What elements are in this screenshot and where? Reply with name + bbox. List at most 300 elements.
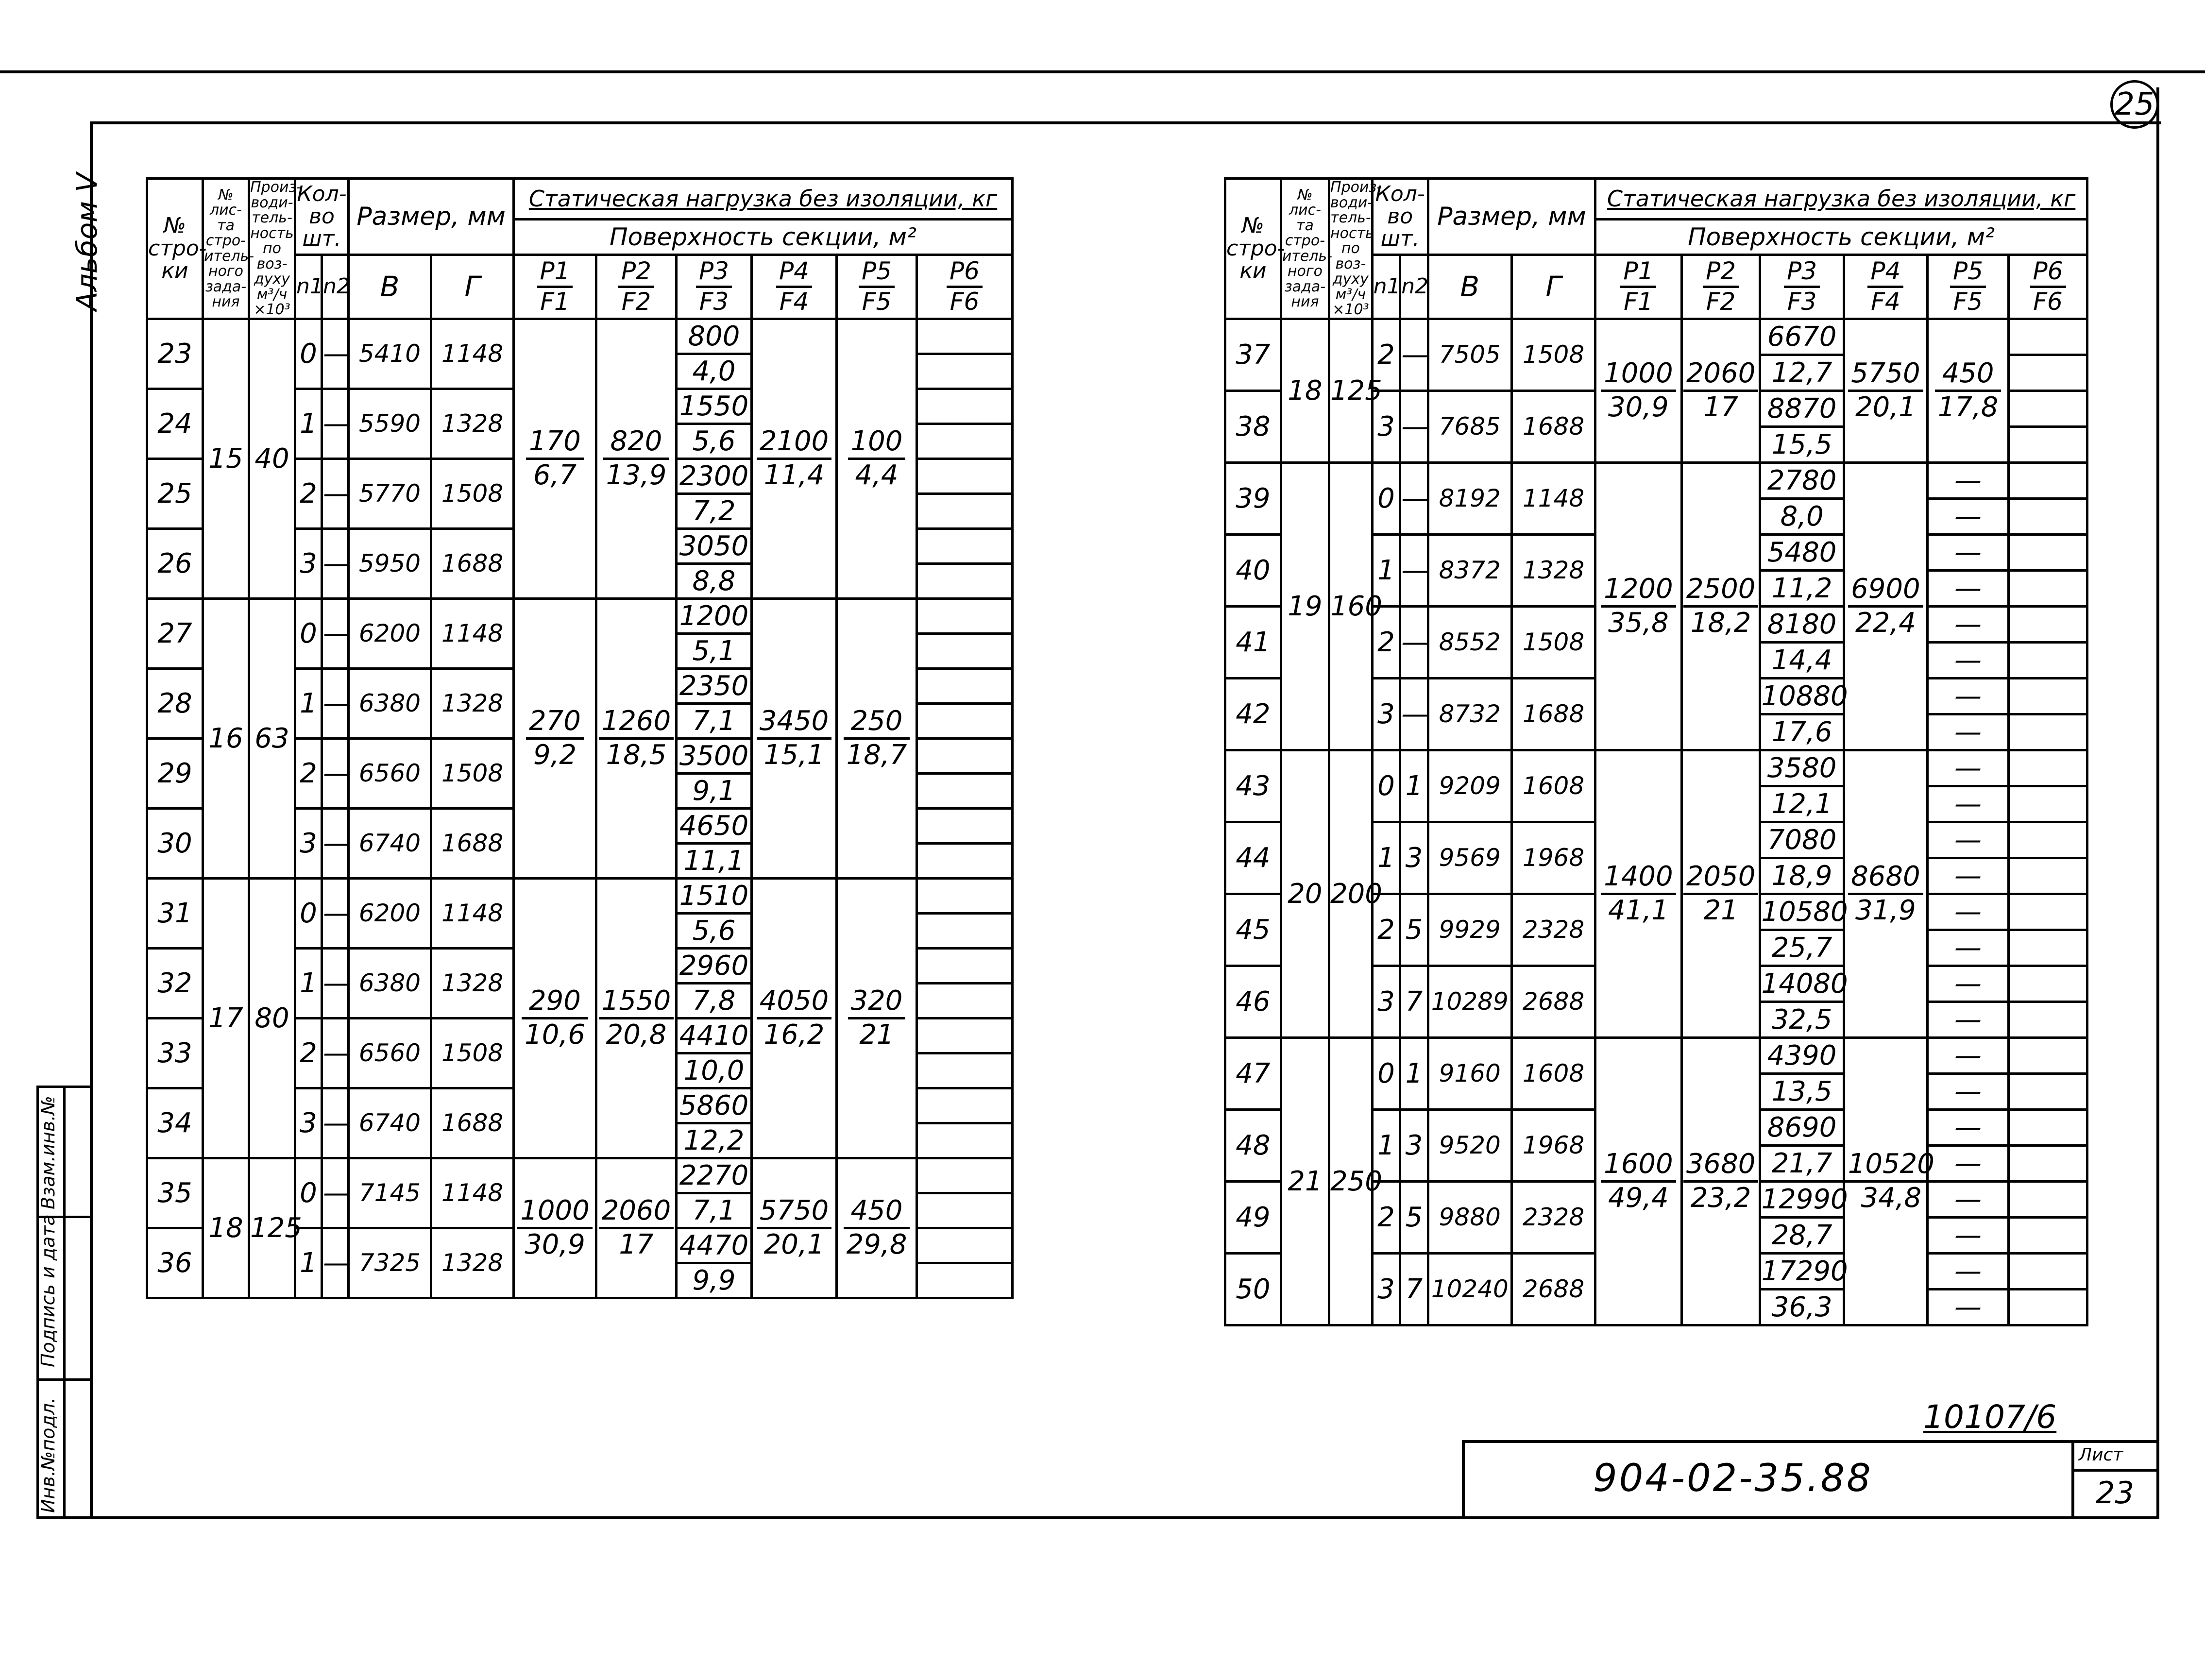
p4-f4-value: 6900 — [1848, 574, 1923, 607]
header-pf1-value: P1 — [537, 257, 573, 288]
qty-n2 — [322, 878, 349, 948]
f3-value-cell — [1760, 714, 1844, 750]
p3-value: 17290 — [1761, 1255, 1848, 1287]
p1-f1-cell — [1595, 1037, 1682, 1325]
header-pf6-value: P6 — [947, 257, 983, 288]
f5-dash-cell — [1928, 714, 2009, 750]
qty-n1-value: 1 — [300, 1247, 317, 1279]
qty-n2-value: 1 — [1405, 1057, 1423, 1089]
qty-n2 — [1400, 390, 1428, 462]
header-pf2-value: P2 — [1703, 257, 1739, 288]
header-pf5 — [859, 257, 895, 316]
p3-value: 5480 — [1767, 536, 1837, 568]
p5-dash: — — [1954, 967, 1982, 1000]
f6-empty-cell — [2009, 1145, 2087, 1181]
p3-value: 4650 — [679, 810, 749, 842]
size-g — [1511, 750, 1595, 822]
qty-n2-value: — — [1401, 698, 1429, 730]
size-g-value: 2688 — [1522, 987, 1585, 1016]
p3-value-cell — [677, 948, 752, 983]
p3-value-cell — [1760, 462, 1844, 498]
size-b-value: 10289 — [1431, 987, 1509, 1016]
p4-f4-value: 5750 — [757, 1195, 832, 1229]
qty-n2-value: — — [323, 547, 350, 579]
header-pf4-value: P4 — [776, 257, 812, 288]
f3-value-cell — [1760, 858, 1844, 894]
size-b — [1428, 1253, 1511, 1325]
header-pf2-surface: F2 — [621, 287, 651, 316]
list-number-cell — [1281, 462, 1329, 750]
header-p1-f1 — [1595, 255, 1682, 319]
p4-f4-surface: 20,1 — [1855, 391, 1916, 423]
size-b-value: 7685 — [1439, 412, 1501, 441]
f5-dash-cell — [1928, 498, 2009, 534]
f3-value: 15,5 — [1771, 428, 1832, 460]
p5-f5-value: 320 — [848, 985, 906, 1019]
productivity-cell — [1329, 1037, 1382, 1325]
row-number-value: 26 — [157, 547, 192, 579]
p5-f5-cell — [837, 598, 917, 878]
f6-empty-cell — [917, 1193, 1013, 1228]
productivity-value: 63 — [254, 722, 289, 754]
p3-value: 8870 — [1767, 392, 1837, 424]
p6-empty-cell — [917, 528, 1013, 563]
p6-empty-cell — [2009, 319, 2087, 355]
p2-f2-value: 1550 — [599, 985, 674, 1019]
list-number-value: 17 — [208, 1002, 243, 1034]
p3-value-cell — [1760, 319, 1844, 355]
p6-empty-cell — [2009, 1253, 2087, 1289]
size-g-value: 2328 — [1522, 916, 1585, 944]
p5-dash: — — [1954, 896, 1982, 928]
p5-f5-cell — [1928, 319, 2009, 462]
p5-dash-cell — [1928, 966, 2009, 1001]
qty-n2 — [322, 1158, 349, 1228]
size-g — [1511, 606, 1595, 678]
p1-f1-value: 290 — [522, 985, 588, 1019]
size-g — [431, 878, 514, 948]
p5-f5 — [844, 1195, 910, 1260]
list-number-cell — [1281, 1037, 1329, 1325]
p2-f2 — [599, 1195, 674, 1260]
row-number-value: 47 — [1236, 1057, 1271, 1089]
size-g-value: 1968 — [1522, 1131, 1585, 1159]
f3-value-cell — [677, 1053, 752, 1088]
p2-f2-value: 3680 — [1683, 1149, 1759, 1182]
f5-dash: — — [1954, 860, 1982, 892]
size-g-value: 1608 — [1522, 1059, 1585, 1087]
qty-n2 — [1400, 750, 1428, 822]
p3-value: 4470 — [679, 1229, 749, 1261]
p5-f5-surface: 21 — [859, 1018, 894, 1051]
header-pf4-value: P4 — [1867, 257, 1903, 288]
f6-empty-cell — [2009, 570, 2087, 606]
p1-f1 — [522, 985, 588, 1051]
p6-empty-cell — [917, 878, 1013, 913]
row-number — [147, 389, 203, 458]
row-number — [147, 948, 203, 1018]
p5-dash-cell — [1928, 534, 2009, 570]
qty-n1-value: 1 — [1377, 842, 1395, 874]
sheet-number-circle — [2110, 80, 2159, 129]
size-g — [431, 1158, 514, 1228]
qty-n1 — [1372, 462, 1400, 534]
size-g-value: 1328 — [441, 969, 504, 997]
row-number-value: 34 — [157, 1107, 192, 1139]
productivity-value: 160 — [1330, 590, 1382, 622]
size-g-value: 1148 — [441, 619, 504, 647]
p5-dash: — — [1954, 464, 1982, 496]
f6-empty-cell — [2009, 786, 2087, 822]
p1-f1 — [526, 706, 584, 771]
size-b-value: 9880 — [1439, 1203, 1501, 1231]
header-p2-f2 — [596, 255, 677, 319]
row-number-value: 28 — [157, 687, 192, 719]
p2-f2-value: 2050 — [1683, 861, 1759, 895]
row-number-value: 24 — [157, 407, 192, 440]
p2-f2-surface: 17 — [619, 1228, 654, 1260]
f3-value: 5,6 — [692, 425, 736, 457]
p4-f4 — [757, 985, 832, 1051]
p4-f4-cell — [752, 878, 837, 1158]
header-qty: Кол-во шт. — [295, 179, 349, 255]
size-g — [1511, 390, 1595, 462]
p5-dash: — — [1954, 680, 1982, 712]
size-b-value: 9929 — [1439, 916, 1501, 944]
f6-empty-cell — [917, 1053, 1013, 1088]
p2-f2-surface: 18,2 — [1690, 607, 1751, 639]
header-pf2-surface: F2 — [1706, 287, 1736, 316]
p3-value-cell — [677, 1088, 752, 1123]
p3-value-cell — [677, 878, 752, 913]
f5-dash-cell — [1928, 1217, 2009, 1253]
p3-value-cell — [1760, 822, 1844, 858]
size-b — [1428, 822, 1511, 894]
p6-empty-cell — [917, 319, 1013, 354]
p2-f2-value: 2060 — [1683, 358, 1759, 391]
qty-n1-value: 2 — [1377, 914, 1395, 946]
p5-f5-value: 250 — [844, 706, 910, 739]
qty-n1-value: 3 — [1377, 698, 1395, 730]
p2-f2-surface: 13,9 — [606, 459, 667, 491]
table-row — [147, 598, 1013, 633]
f3-value: 12,1 — [1771, 788, 1832, 820]
qty-n1 — [295, 389, 322, 458]
header-pf6-surface: F6 — [2033, 287, 2063, 316]
size-b-value: 5950 — [358, 549, 421, 577]
qty-n1-value: 2 — [1377, 339, 1395, 371]
qty-n2-value: — — [1401, 626, 1429, 658]
header-surface: Поверхность секции, м² — [1595, 219, 2087, 255]
f3-value-cell — [1760, 570, 1844, 606]
size-b — [349, 528, 431, 598]
size-b — [349, 1018, 431, 1088]
qty-n2 — [1400, 894, 1428, 966]
f3-value: 12,2 — [683, 1124, 745, 1156]
size-b-value: 9209 — [1439, 772, 1501, 800]
p3-value-cell — [1760, 966, 1848, 1001]
p3-value: 3580 — [1767, 752, 1837, 784]
row-number-value: 44 — [1236, 842, 1271, 874]
row-number-value: 31 — [157, 897, 192, 929]
f6-empty-cell — [917, 1123, 1013, 1158]
p2-f2 — [1683, 861, 1759, 926]
p1-f1-cell — [1595, 319, 1682, 462]
size-g — [431, 458, 514, 528]
size-g-value: 1608 — [1522, 772, 1585, 800]
p3-value-cell — [677, 1018, 752, 1053]
p1-f1 — [1601, 358, 1676, 423]
table-row — [147, 878, 1013, 913]
qty-n1-value: 0 — [300, 617, 317, 649]
size-b-value: 5410 — [358, 339, 421, 368]
p1-f1 — [517, 1195, 593, 1260]
row-number — [1225, 319, 1281, 390]
size-b — [1428, 1109, 1511, 1181]
list-number-value: 19 — [1288, 590, 1323, 622]
header-row-1 — [1225, 179, 2087, 220]
qty-n2-value: — — [323, 757, 350, 789]
f6-empty-cell — [917, 493, 1013, 528]
size-g-value: 1148 — [1522, 484, 1585, 512]
p4-f4-cell — [752, 1158, 837, 1298]
frame-right — [2156, 87, 2159, 1519]
f5-dash: — — [1954, 716, 1982, 748]
f3-value: 32,5 — [1771, 1003, 1832, 1035]
row-number — [147, 319, 203, 389]
row-number — [147, 668, 203, 738]
size-g — [1511, 822, 1595, 894]
qty-n2-value: — — [323, 407, 350, 440]
f3-value-cell — [677, 354, 752, 389]
qty-n1-value: 3 — [1377, 985, 1395, 1018]
qty-n2-value: — — [323, 1037, 350, 1069]
size-g — [1511, 1253, 1595, 1325]
qty-n2-value: 3 — [1405, 1129, 1423, 1161]
f5-dash: — — [1954, 500, 1982, 532]
p3-value: 3050 — [679, 530, 749, 562]
list-number-cell — [203, 598, 249, 878]
p5-dash: — — [1954, 824, 1982, 856]
p5-f5-value: 450 — [844, 1195, 910, 1229]
row-number — [1225, 822, 1281, 894]
p2-f2-cell — [596, 1158, 677, 1298]
size-b — [1428, 894, 1511, 966]
p5-f5-value: 100 — [848, 426, 906, 459]
qty-n2 — [1400, 319, 1428, 390]
productivity-value: 200 — [1330, 878, 1382, 910]
list-number-cell — [203, 878, 249, 1158]
qty-n1 — [1372, 966, 1400, 1037]
size-g — [1511, 966, 1595, 1037]
header-p4-f4 — [1844, 255, 1927, 319]
p3-value: 3500 — [679, 740, 749, 772]
p6-empty-cell — [2009, 462, 2087, 498]
p1-f1-value: 1000 — [1601, 358, 1676, 391]
f6-empty-cell — [2009, 930, 2087, 966]
f3-value: 17,6 — [1771, 716, 1832, 748]
row-number — [147, 738, 203, 808]
row-number — [147, 1018, 203, 1088]
p3-value-cell — [1760, 1109, 1844, 1145]
f5-dash-cell — [1928, 1289, 2009, 1325]
header-load: Статическая нагрузка без изоляции, кг — [1595, 179, 2087, 220]
p5-f5 — [848, 426, 906, 491]
qty-n1 — [295, 598, 322, 668]
p6-empty-cell — [917, 389, 1013, 424]
qty-n2-value: 5 — [1405, 1201, 1423, 1233]
p6-empty-cell — [2009, 894, 2087, 930]
table-row — [1225, 319, 2087, 355]
qty-n2 — [1400, 462, 1428, 534]
p2-f2-surface: 20,8 — [606, 1018, 667, 1051]
p4-f4 — [757, 1195, 832, 1260]
size-b — [349, 878, 431, 948]
header-list-no: № лис-та стро-итель-ного зада-ния — [1281, 179, 1329, 319]
p3-value: 8690 — [1767, 1111, 1837, 1143]
size-g-value: 1148 — [441, 1179, 504, 1207]
f3-value-cell — [677, 913, 752, 948]
p6-empty-cell — [2009, 1181, 2087, 1217]
qty-n2 — [1400, 606, 1428, 678]
p1-f1-value: 1200 — [1601, 574, 1676, 607]
p5-dash-cell — [1928, 678, 2009, 714]
p6-empty-cell — [917, 668, 1013, 703]
p3-value-cell — [677, 389, 752, 424]
f3-value-cell — [1760, 1217, 1844, 1253]
sheet-number: 25 — [2115, 86, 2154, 122]
row-number-value: 25 — [157, 477, 192, 509]
qty-n2 — [1400, 1181, 1428, 1253]
p3-value: 7080 — [1767, 824, 1837, 856]
qty-n2-value: — — [1401, 339, 1429, 371]
p6-empty-cell — [917, 808, 1013, 843]
p5-f5-cell — [837, 878, 917, 1158]
p4-f4-surface: 31,9 — [1855, 894, 1916, 926]
list-number-cell — [203, 1158, 249, 1298]
row-number-value: 37 — [1236, 339, 1271, 371]
left-spec-table — [146, 177, 1014, 1299]
frame-top — [90, 121, 2161, 124]
f3-value-cell — [677, 703, 752, 738]
p1-f1-cell — [1595, 750, 1682, 1037]
f3-value: 10,0 — [683, 1054, 745, 1086]
list-number: 23 — [2096, 1475, 2134, 1510]
qty-n2-value: — — [1401, 554, 1429, 586]
qty-n1-value: 1 — [1377, 1129, 1395, 1161]
size-g-value: 2328 — [1522, 1203, 1585, 1231]
size-g-value: 1968 — [1522, 844, 1585, 872]
qty-n1 — [1372, 678, 1400, 750]
p5-f5-cell — [837, 319, 917, 598]
p3-value: 5860 — [679, 1089, 749, 1121]
size-g-value: 1688 — [441, 1109, 504, 1137]
qty-n2-value: 7 — [1405, 1273, 1423, 1305]
p4-f4-value: 3450 — [757, 706, 832, 739]
size-g — [1511, 462, 1595, 534]
p3-value-cell — [677, 319, 752, 354]
p1-f1-surface: 9,2 — [533, 739, 577, 771]
qty-n2-value: — — [323, 617, 350, 649]
stamp-divider-vertical — [63, 1088, 66, 1519]
p5-dash: — — [1954, 1039, 1982, 1071]
header-size-b: В — [349, 255, 431, 319]
qty-n2-value: 1 — [1405, 770, 1423, 802]
p5-dash: — — [1954, 536, 1982, 568]
p3-value: 8180 — [1767, 608, 1837, 640]
f6-empty-cell — [917, 354, 1013, 389]
f3-value-cell — [1760, 786, 1844, 822]
header-size-g: Г — [1511, 255, 1595, 319]
p3-value-cell — [677, 528, 752, 563]
p2-f2-cell — [1681, 1037, 1760, 1325]
qty-n2-value: — — [323, 477, 350, 509]
f5-dash: — — [1954, 1291, 1982, 1323]
row-number-value: 23 — [157, 338, 192, 370]
qty-n1 — [1372, 1253, 1400, 1325]
p5-dash: — — [1954, 1111, 1982, 1143]
header-pf3 — [1784, 257, 1820, 316]
p1-f1-cell — [514, 319, 596, 598]
header-p1-f1 — [514, 255, 596, 319]
size-b — [1428, 606, 1511, 678]
list-number-cell — [203, 319, 249, 598]
p5-f5-surface: 18,7 — [846, 739, 907, 771]
f3-value: 7,1 — [692, 705, 736, 737]
qty-n2 — [322, 458, 349, 528]
row-number-value: 45 — [1236, 914, 1271, 946]
p3-value: 2270 — [679, 1159, 749, 1191]
size-g — [431, 1018, 514, 1088]
row-number-value: 32 — [157, 967, 192, 999]
size-b — [1428, 678, 1511, 750]
row-number-value: 50 — [1236, 1273, 1271, 1305]
p3-value-cell — [677, 668, 752, 703]
header-size-b: В — [1428, 255, 1511, 319]
p3-value-cell — [677, 598, 752, 633]
stamp-inv-podl: Инв.№подл. — [37, 1397, 59, 1513]
size-g-value: 2688 — [1522, 1275, 1585, 1303]
f5-dash-cell — [1928, 1001, 2009, 1037]
size-b-value: 10240 — [1431, 1275, 1509, 1303]
f3-value: 5,1 — [692, 635, 736, 667]
p3-value-cell — [1760, 678, 1848, 714]
list-number-value: 20 — [1288, 878, 1323, 910]
row-number — [147, 1088, 203, 1158]
row-number-value: 49 — [1236, 1201, 1271, 1233]
header-productivity: Произ-води-тель-ность по воз-духу м³/ч ×10³ — [1329, 179, 1373, 319]
qty-n2 — [322, 808, 349, 878]
productivity-cell — [249, 878, 295, 1158]
p5-dash: — — [1954, 1255, 1982, 1287]
header-surface: Поверхность секции, м² — [514, 219, 1013, 255]
p1-f1-surface: 35,8 — [1608, 607, 1669, 639]
size-b-value: 7505 — [1439, 340, 1501, 369]
row-number-value: 33 — [157, 1037, 192, 1069]
p2-f2-surface: 18,5 — [606, 739, 667, 771]
document-code: 904-02-35.88 — [1593, 1457, 1873, 1500]
f3-value-cell — [1760, 426, 1844, 462]
p3-value-cell — [677, 1158, 752, 1193]
p6-empty-cell — [2009, 390, 2087, 426]
productivity-value: 125 — [250, 1212, 302, 1244]
p2-f2-cell — [596, 878, 677, 1158]
size-b — [1428, 534, 1511, 606]
size-b-value: 8552 — [1439, 628, 1501, 656]
p3-value-cell — [1760, 1181, 1848, 1217]
header-row-no: № стро-ки — [1225, 179, 1281, 319]
qty-n2-value: — — [323, 687, 350, 719]
